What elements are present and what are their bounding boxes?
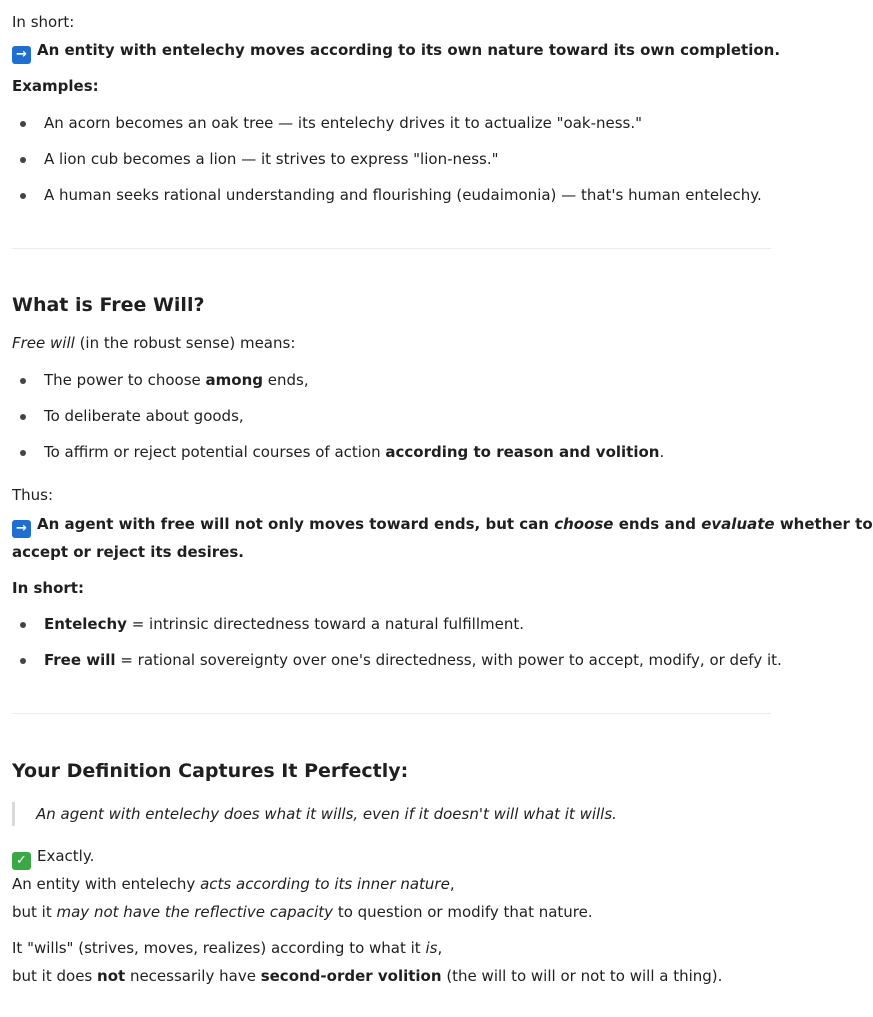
right-arrow-icon: → <box>12 520 31 538</box>
list-item: A human seeks rational understanding and flourishing (eudaimonia) — that's human entelechy. <box>44 186 762 204</box>
bullet-dot <box>20 414 26 420</box>
blockquote: An agent with entelechy does what it wills, even if it doesn't will what it wills. <box>36 805 617 823</box>
list-item: A lion cub becomes a lion — it strives to express "lion-ness." <box>44 150 499 168</box>
thus-label: Thus: <box>12 486 54 504</box>
right-arrow-icon: → <box>12 46 31 64</box>
paragraph-line: It "wills" (strives, moves, realizes) according to what it is, <box>12 939 443 957</box>
check-mark-icon: ✓ <box>12 852 31 870</box>
entelechy-summary: → An entity with entelechy moves according to its own nature toward its own completion. <box>12 40 780 64</box>
bullet-dot <box>20 193 26 199</box>
free-will-summary-line2: accept or reject its desires. <box>12 543 244 561</box>
bullet-dot <box>20 157 26 163</box>
bullet-dot <box>20 450 26 456</box>
divider <box>12 713 771 714</box>
bullet-dot <box>20 658 26 664</box>
examples-label: Examples: <box>12 77 99 95</box>
list-item: To deliberate about goods, <box>44 407 244 425</box>
definition-free-will: Free will = rational sovereignty over one's directedness, with power to accept, modify, or defy it. <box>44 651 782 669</box>
in-short-label: In short: <box>12 579 84 597</box>
exactly-line: ✓ Exactly. <box>12 846 94 870</box>
definition-entelechy: Entelechy = intrinsic directedness toward a natural fulfillment. <box>44 615 524 633</box>
blockquote-bar <box>12 802 15 826</box>
list-item: To affirm or reject potential courses of action according to reason and volition. <box>44 443 665 461</box>
paragraph-line: but it may not have the reflective capacity to question or modify that nature. <box>12 903 593 921</box>
paragraph-line: but it does not necessarily have second-order volition (the will to will or not to will a thing). <box>12 967 723 985</box>
definition-heading: Your Definition Captures It Perfectly: <box>12 760 409 782</box>
list-item: An acorn becomes an oak tree — its entelechy drives it to actualize "oak-ness." <box>44 114 643 132</box>
divider <box>12 248 771 249</box>
free-will-summary-line1: → An agent with free will not only moves toward ends, but can choose ends and evaluate whether to <box>12 514 873 538</box>
bullet-dot <box>20 378 26 384</box>
list-item: The power to choose among ends, <box>44 371 309 389</box>
free-will-heading: What is Free Will? <box>12 294 205 316</box>
bullet-dot <box>20 121 26 127</box>
free-will-intro: Free will (in the robust sense) means: <box>12 334 296 352</box>
bullet-dot <box>20 622 26 628</box>
paragraph-line: An entity with entelechy acts according to its inner nature, <box>12 875 455 893</box>
in-short-label: In short: <box>12 13 75 31</box>
